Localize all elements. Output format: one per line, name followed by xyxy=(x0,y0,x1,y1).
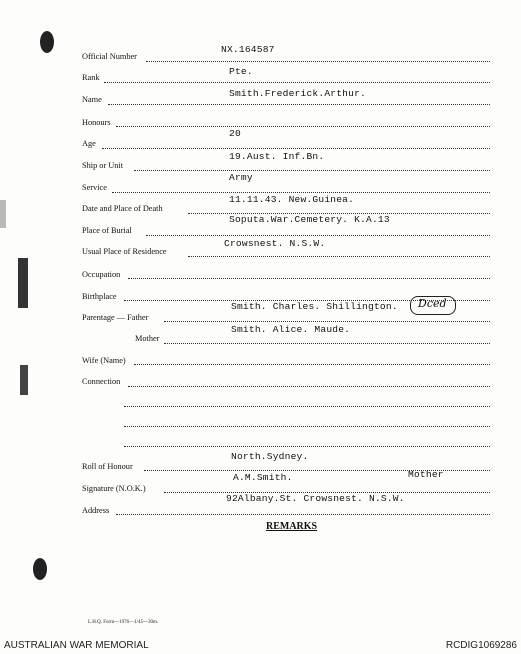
remarks-heading: REMARKS xyxy=(266,521,318,532)
dotted-line xyxy=(108,104,490,105)
binder-hole-top xyxy=(40,31,54,53)
dotted-line xyxy=(134,170,490,171)
label-address: Address xyxy=(82,506,110,515)
label-parentage-father: Parentage — Father xyxy=(82,313,149,322)
label-ship-or-unit: Ship or Unit xyxy=(82,161,124,170)
edge-mark xyxy=(0,200,6,228)
dotted-line xyxy=(128,278,490,279)
dotted-line xyxy=(124,426,490,427)
value-usual-residence: Crowsnest. N.S.W. xyxy=(224,238,326,249)
label-wife: Wife (Name) xyxy=(82,356,126,365)
dotted-line xyxy=(146,235,490,236)
value-address: 92Albany.St. Crowsnest. N.S.W. xyxy=(226,493,405,504)
dotted-line xyxy=(164,343,490,344)
dotted-line xyxy=(124,406,490,407)
dotted-line xyxy=(104,82,490,83)
dotted-line xyxy=(134,364,490,365)
binder-hole-bottom xyxy=(33,558,47,580)
label-connection: Connection xyxy=(82,377,121,386)
value-date-place-death: 11.11.43. New.Guinea. xyxy=(229,194,355,205)
footer-record-id: RCDIG1069286 xyxy=(445,640,517,651)
value-place-burial: Soputa.War.Cemetery. K.A.13 xyxy=(229,214,390,225)
label-age: Age xyxy=(82,139,96,148)
value-service: Army xyxy=(229,172,253,183)
label-signature: Signature (N.O.K.) xyxy=(82,484,146,493)
label-honours: Honours xyxy=(82,118,111,127)
dotted-line xyxy=(116,126,490,127)
dotted-line xyxy=(116,514,490,515)
value-father-note: Dced xyxy=(418,297,447,310)
footer-source: AUSTRALIAN WAR MEMORIAL xyxy=(4,640,149,651)
label-official-number: Official Number xyxy=(82,52,137,61)
value-mother: Smith. Alice. Maude. xyxy=(231,324,351,335)
label-occupation: Occupation xyxy=(82,270,121,279)
dotted-line xyxy=(146,61,490,62)
value-name: Smith.Frederick.Arthur. xyxy=(229,88,367,99)
edge-mark xyxy=(20,365,28,395)
value-age: 20 xyxy=(229,128,241,139)
value-signature: A.M.Smith. xyxy=(233,472,293,483)
label-service: Service xyxy=(82,183,107,192)
dotted-line xyxy=(188,256,490,257)
dotted-line xyxy=(112,192,490,193)
value-roll-of-honour: North.Sydney. xyxy=(231,451,309,462)
dotted-line xyxy=(102,148,490,149)
label-name: Name xyxy=(82,95,102,104)
dotted-line xyxy=(124,446,490,447)
value-official-number: NX.164587 xyxy=(221,44,275,55)
label-mother: Mother xyxy=(135,334,160,343)
label-usual-residence: Usual Place of Residence xyxy=(82,247,167,256)
label-birthplace: Birthplace xyxy=(82,292,117,301)
dotted-line xyxy=(164,321,490,322)
label-date-place-death: Date and Place of Death xyxy=(82,204,163,213)
value-ship-or-unit: 19.Aust. Inf.Bn. xyxy=(229,151,325,162)
label-roll-of-honour: Roll of Honour xyxy=(82,462,133,471)
value-father: Smith. Charles. Shillington. xyxy=(231,301,398,312)
label-rank: Rank xyxy=(82,73,100,82)
label-place-burial: Place of Burial xyxy=(82,226,132,235)
edge-mark xyxy=(18,258,28,308)
form-number: L.H.Q. Form—1976—1/45—30m. xyxy=(88,620,159,625)
value-signature-relation: Mother xyxy=(408,469,444,480)
value-rank: Pte. xyxy=(229,66,253,77)
dotted-line xyxy=(128,386,490,387)
